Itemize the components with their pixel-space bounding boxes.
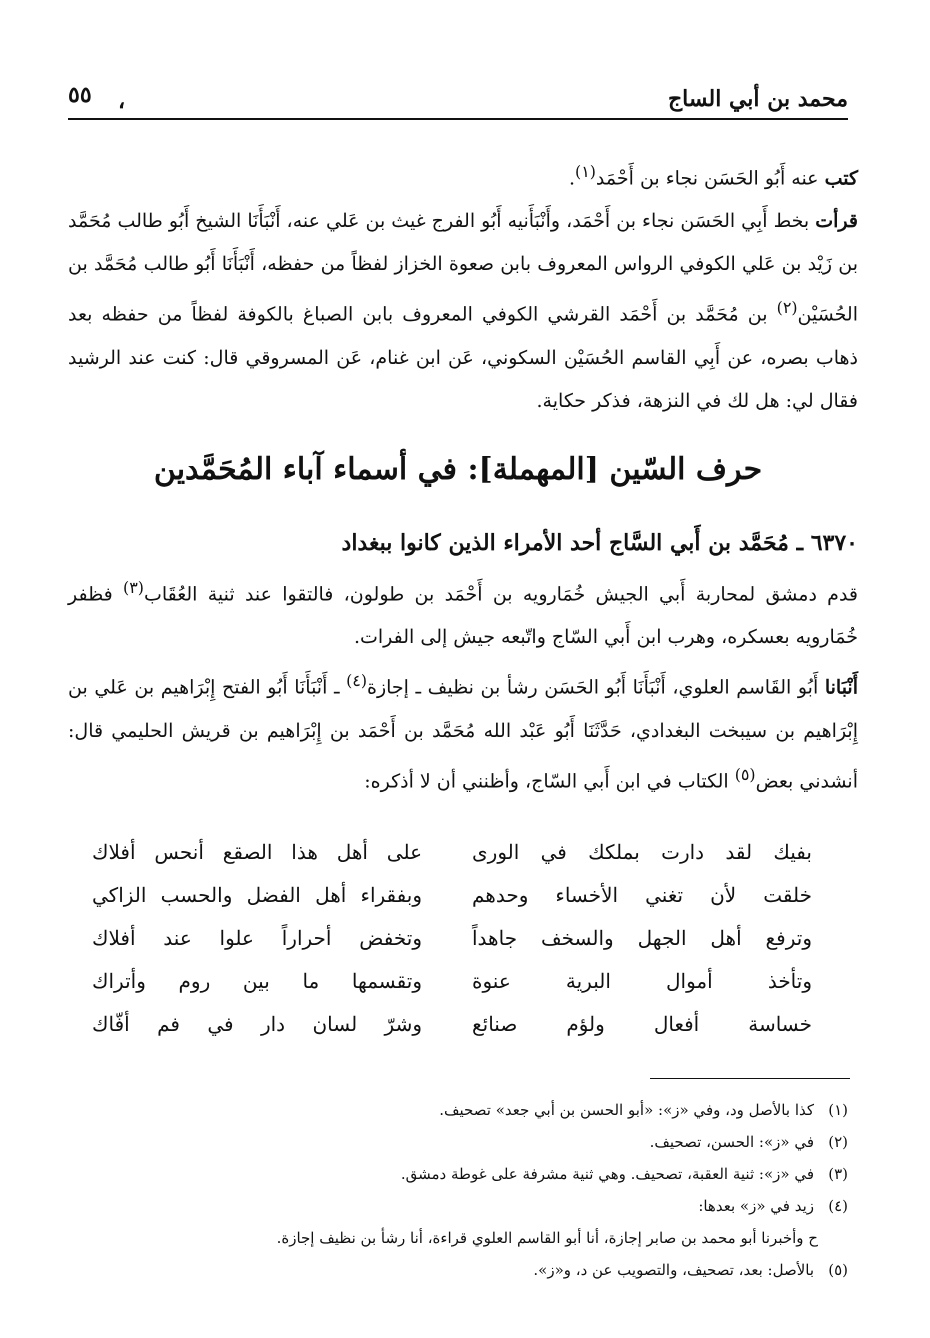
- footnote: [68, 1190, 848, 1222]
- footnote-continuation: ح وأخبرنا أبو محمد بن صابر إجازة، أنا أبو القاسم العلوي قراءة، أنا رشأ بن نظيف إجازة.: [276, 1229, 818, 1247]
- main-text: [68, 150, 858, 423]
- footnote-text: في «ز»: ثنية العقبة، تصحيف. وهي ثنية مشرفة على غوطة دمشق.: [400, 1165, 814, 1183]
- footnote-ref: (٢): [776, 298, 798, 318]
- verse-first-hemistich: بفيك لقد دارت بملكك في الورى: [472, 840, 812, 864]
- paragraph-lead: قرأت: [815, 210, 858, 233]
- poem: [92, 840, 812, 1055]
- page-number: ٥٥: [68, 82, 92, 108]
- verse-second-hemistich: على أهل هذا الصقع أنحس أفلاك: [92, 840, 422, 864]
- entry-text: [68, 566, 858, 803]
- footnote: [68, 1158, 848, 1190]
- footnote: [68, 1254, 848, 1286]
- verse: [92, 1012, 812, 1055]
- verse: [92, 926, 812, 969]
- verse-second-hemistich: وبفقراء أهل الفضل والحسب الزاكي: [92, 883, 422, 907]
- footnote-ref: (١): [575, 162, 596, 181]
- verse-second-hemistich: وشرّ لسان دار في فم أفّاك: [92, 1012, 422, 1036]
- footnote-ref: (٥): [734, 764, 756, 784]
- header-mark: ،: [118, 88, 126, 114]
- verse-first-hemistich: وترفع أهل الجهل والسخف جاهداً: [472, 926, 812, 950]
- verse: [92, 840, 812, 883]
- entry-title: ٦٣٧٠ ـ مُحَمَّد بن أَبي السَّاج أحد الأمراء الذين كانوا ببغداد: [341, 530, 858, 556]
- footnote-ref: (٣): [123, 578, 144, 597]
- entry-paragraph-2: أَنْبَانا أَبُو القَاسم العلوي، أَنْبَأَنَا أَبُو الحَسَن رشأ بن نظيف ـ إجازة$^{(٤)}$ ـ أَنْبَأَنَا أَبُو الفتح إِبْرَاهيم بن عَلي بن إِبْرَاهيم بن سيبخت البغدادي، حَدَّثَنَا أَبُو عَبْد الله مُحَمَّد بن أَحْمَد بن إِبْرَاهيم بن قريش الحليمي قال: أنشدني بعض$^{(٥)}$ الكتاب في ابن أَبي السّاج، وأظنني أن لا أذكره:: [68, 671, 858, 792]
- footnote-text: زيد في «ز» بعدها:: [698, 1197, 814, 1215]
- footnote-number: (٣): [828, 1165, 848, 1183]
- footnote-text: في «ز»: الحسن، تصحيف.: [649, 1133, 814, 1151]
- footnote-number: (١): [828, 1101, 848, 1119]
- footnotes: [68, 1094, 848, 1286]
- footnote-number: (٤): [828, 1197, 848, 1215]
- entry-paragraph-1: قدم دمشق لمحاربة أَبي الجيش خُمَارويه بن أَحْمَد بن طولون، فالتقوا عند ثنية العُقَاب$^{(٣)}$ فظفر خُمَارويه بعسكره، وهرب ابن أَبي السّاج واتّبعه جيش إلى الفرات.: [68, 578, 858, 649]
- paragraph-1: كتب عنه أَبُو الحَسَن نجاء بن أَحْمَد$^{(١)}$.: [568, 162, 858, 190]
- footnote-text: بالأصل: بعد، تصحيف، والتصويب عن د، و«ز».: [533, 1261, 814, 1279]
- header-rule: [68, 118, 848, 120]
- running-title: محمد بن أبي الساج: [667, 86, 848, 112]
- paragraph-lead: كتب: [824, 167, 858, 190]
- verse-first-hemistich: وتأخذ أموال البرية عنوة: [472, 969, 812, 993]
- page-header: [68, 82, 848, 118]
- footnote-text: كذا بالأصل ود، وفي «ز»: «أبو الحسن بن أبي جعد» تصحيف.: [439, 1101, 814, 1119]
- footnote-ref: (٤): [346, 671, 367, 691]
- footnote: [68, 1094, 848, 1126]
- footnote-number: (٥): [828, 1261, 848, 1279]
- footnote: [68, 1126, 848, 1158]
- verse: [92, 969, 812, 1012]
- verse-first-hemistich: خساسة أفعال ولؤم صنائع: [472, 1012, 812, 1036]
- verse: [92, 883, 812, 926]
- verse-first-hemistich: خلقت لأن تغني الأخساء وحدهم: [472, 883, 812, 907]
- paragraph-lead: أَنْبَانا: [824, 676, 858, 699]
- verse-second-hemistich: وتقسمها ما بين روم وأتراك: [92, 969, 422, 993]
- footnote-number: (٢): [828, 1133, 848, 1151]
- paragraph-2: قرأت بخط أَبِي الحَسَن نجاء بن أَحْمَد، وأَنْبَأَنيه أَبُو الفرج غيث بن عَلي عنه، أَنْبَأَنَا الشيخ أَبُو طالب مُحَمَّد بن زَيْد بن عَلي الكوفي الرواس المعروف بابن صعوة الخزاز لفظاً من حفظه، أَنْبَأَنَا أَبُو طالب مُحَمَّد بن الحُسَيْن$^{(٢)}$ بن مُحَمَّد بن أَحْمَد القرشي الكوفي المعروف بابن الصباغ بالكوفة لفظاً من حفظه بعد ذهاب بصره، عن أَبِي القاسم الحُسَيْن السكوني، عَن ابن غنام، عَن المسروقي قال: كنت عند الرشيد فقال لي: هل لك في النزهة، فذكر حكاية.: [68, 210, 858, 412]
- chapter-heading: حرف السّين [المهملة]: في أسماء آباء المُحَمَّدين: [153, 452, 763, 487]
- footnote-rule: [650, 1078, 850, 1079]
- verse-second-hemistich: وتخفض أحراراً علوا عند أفلاك: [92, 926, 422, 950]
